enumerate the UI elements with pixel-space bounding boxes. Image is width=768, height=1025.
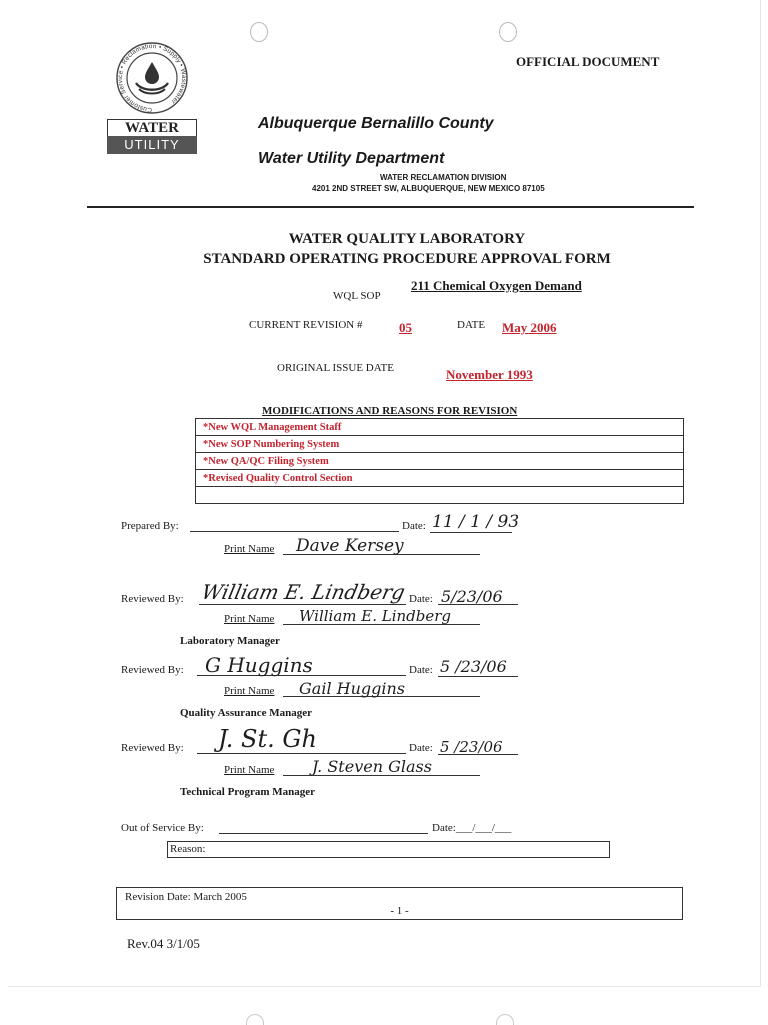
modification-item: *New SOP Numbering System	[196, 436, 684, 453]
punch-hole	[250, 22, 268, 42]
sop-label: WQL SOP	[333, 290, 381, 302]
table-row	[196, 453, 684, 470]
reviewer-2-date: 5 /23/06	[440, 657, 507, 676]
prepared-by-label: Prepared By:	[121, 520, 179, 532]
date-label: DATE	[457, 319, 486, 331]
reviewer-2-title: Quality Assurance Manager	[180, 707, 312, 719]
revision-date-value: May 2006	[502, 320, 557, 335]
revision-label: CURRENT REVISION #	[249, 319, 363, 331]
print-name-label: Print Name	[224, 543, 275, 555]
date-label: Date:	[409, 742, 433, 754]
reviewed-by-label: Reviewed By:	[121, 742, 184, 754]
footer-box	[116, 887, 683, 920]
org-name: Albuquerque Bernalillo County	[258, 115, 494, 132]
date-label: Date:	[409, 593, 433, 605]
date-label: Date:	[409, 664, 433, 676]
prepared-date-label: Date:	[402, 520, 426, 532]
logo-word-water: WATER	[107, 119, 197, 136]
punch-hole	[499, 22, 517, 42]
svg-text:Customer Service • Reclamation: Customer Service • Reclamation • Supply • Wastewater	[117, 42, 188, 114]
reviewer-1-date: 5/23/06	[441, 587, 503, 606]
table-row	[196, 487, 684, 504]
prepared-date-line	[430, 532, 512, 533]
reviewer-1-name: William E. Lindberg	[299, 607, 452, 625]
sop-value: 211 Chemical Oxygen Demand	[411, 278, 582, 293]
reviewer-2-name: Gail Huggins	[299, 679, 406, 698]
form-title: WATER QUALITY LABORATORY	[288, 231, 526, 247]
revision-code: Rev.04 3/1/05	[127, 936, 200, 951]
reviewer-date-line	[438, 676, 518, 677]
print-name-label: Print Name	[224, 613, 275, 625]
water-utility-logo	[104, 42, 200, 160]
reviewer-3-name: J. Steven Glass	[312, 757, 432, 776]
modifications-table	[195, 418, 684, 504]
table-row	[196, 436, 684, 453]
reviewer-signature-field[interactable]	[199, 604, 406, 605]
logo-emblem-icon	[104, 42, 200, 116]
modification-item: *Revised Quality Control Section	[196, 470, 684, 487]
reviewer-2-signature: G Huggins	[205, 653, 313, 677]
reason-field[interactable]	[167, 841, 610, 858]
reviewer-1-signature: William E. Lindberg	[199, 580, 408, 604]
modifications-title: MODIFICATIONS AND REASONS FOR REVISION	[262, 405, 518, 417]
out-of-service-date: Date:___/___/___	[432, 822, 512, 834]
print-name-label: Print Name	[224, 764, 275, 776]
form-subtitle: STANDARD OPERATING PROCEDURE APPROVAL FORM	[203, 251, 611, 267]
revision-value: 05	[399, 320, 412, 335]
modification-item: *New QA/QC Filing System	[196, 453, 684, 470]
reviewer-3-date: 5 /23/06	[440, 738, 503, 756]
reviewer-3-title: Technical Program Manager	[180, 786, 316, 798]
prepared-date: 11 / 1 / 93	[432, 512, 520, 532]
prepared-by-signature-field[interactable]	[190, 531, 399, 532]
reviewer-date-line	[438, 604, 518, 605]
reviewer-signature-field[interactable]	[197, 753, 406, 754]
out-of-service-label: Out of Service By:	[121, 822, 204, 834]
prepared-name-signature: Dave Kersey	[296, 536, 404, 556]
original-issue-value: November 1993	[446, 367, 533, 382]
original-issue-label: ORIGINAL ISSUE DATE	[277, 362, 394, 374]
address: 4201 2ND STREET SW, ALBUQUERQUE, NEW MEXICO 87105	[312, 184, 545, 193]
table-row	[196, 470, 684, 487]
header-divider	[87, 206, 694, 208]
official-document-label: OFFICIAL DOCUMENT	[516, 54, 660, 69]
reviewer-3-signature: J. St. Gh	[218, 725, 317, 753]
modification-item: *New WQL Management Staff	[196, 419, 684, 436]
reviewer-1-title: Laboratory Manager	[180, 635, 280, 647]
table-row	[196, 419, 684, 436]
division-name: WATER RECLAMATION DIVISION	[380, 173, 507, 182]
reviewer-date-line	[438, 754, 518, 755]
revision-date: Revision Date: March 2005	[125, 891, 247, 903]
modification-item	[196, 487, 684, 504]
print-name-label: Print Name	[224, 685, 275, 697]
page-number: - 1 -	[390, 905, 409, 917]
punch-hole	[496, 1014, 514, 1025]
logo-word-utility: UTILITY	[107, 136, 197, 154]
reviewed-by-label: Reviewed By:	[121, 664, 184, 676]
out-of-service-field[interactable]	[219, 833, 428, 834]
department-name: Water Utility Department	[258, 150, 445, 167]
reviewed-by-label: Reviewed By:	[121, 593, 184, 605]
reason-label: Reason:	[170, 843, 206, 855]
punch-hole	[246, 1014, 264, 1025]
